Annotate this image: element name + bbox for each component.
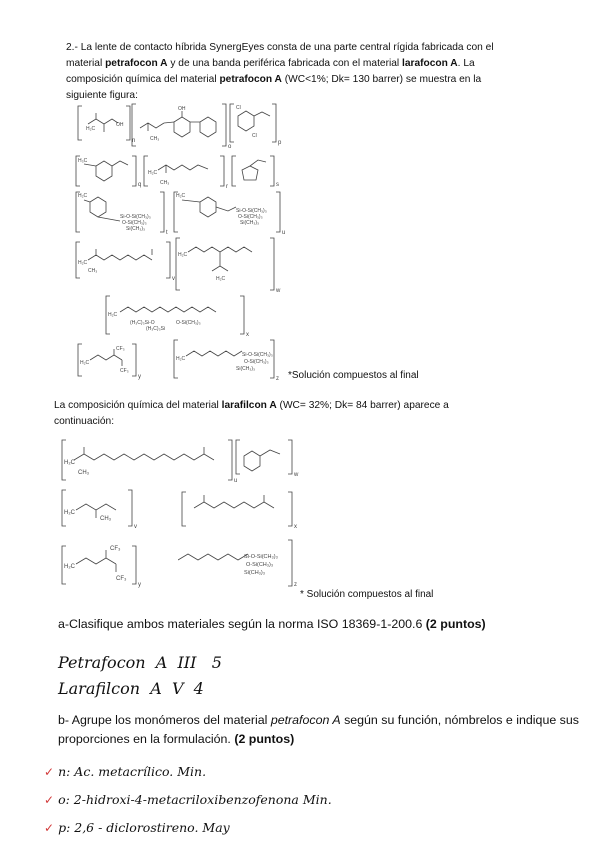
svg-text:OH: OH (178, 106, 186, 112)
svg-text:Si-O-Si(CH₃)₃: Si-O-Si(CH₃)₃ (120, 214, 151, 220)
monomer-u (174, 192, 285, 236)
sub-w: w (276, 288, 281, 294)
svg-text:H₂C: H₂C (216, 276, 226, 282)
svg-text:CF₃: CF₃ (116, 576, 127, 582)
svg-text:Si-O-Si(CH₃)₃: Si-O-Si(CH₃)₃ (242, 352, 273, 358)
larafilcon-monomer-z (178, 540, 297, 588)
svg-text:H₂C: H₂C (78, 193, 88, 199)
monomer-w (176, 238, 281, 294)
question-a: a-Clasifique ambos materiales según la norma ISO 18369-1-200.6 (2 puntos) (58, 617, 486, 631)
svg-text:CH₃: CH₃ (88, 268, 98, 274)
answer-b-line-1: ✓ n: Ac. metacrílico. Min. (44, 764, 207, 779)
figure-2-note: * Solución compuestos al final (300, 589, 434, 600)
figure-1-note: *Solución compuestos al final (288, 370, 419, 381)
svg-text:(H₃C)₃Si: (H₃C)₃Si (146, 326, 166, 332)
monomer-x (106, 296, 249, 338)
larafilcon-monomer-x (182, 492, 297, 530)
answer-b (44, 758, 332, 842)
question-b-line-1: b- Agrupe los monómeros del material petrafocon A según su función, nómbrelos e indique sus (58, 713, 579, 727)
larafilcon-structures-figure-right (178, 436, 308, 596)
svg-text:O-Si(CH₃)₃: O-Si(CH₃)₃ (244, 359, 269, 365)
larafilcon-monomer-v (62, 490, 137, 530)
sub-s: s (276, 182, 279, 188)
svg-text:O-Si(CH₃)₃: O-Si(CH₃)₃ (122, 220, 147, 226)
monomer-o (132, 104, 232, 150)
svg-text:H₃C: H₃C (78, 158, 88, 164)
answer-a (58, 650, 222, 702)
svg-text:H₂C: H₂C (64, 564, 75, 570)
petrafocon-structures-figure (70, 100, 470, 385)
svg-text:Si-O-Si(CH₃)₃: Si-O-Si(CH₃)₃ (236, 208, 267, 214)
svg-text:O-Si(CH₃)₃: O-Si(CH₃)₃ (238, 214, 263, 220)
larafilcon-monomer-y (62, 546, 141, 588)
svg-text:H₂C: H₂C (148, 170, 158, 176)
svg-text:H₂C: H₂C (80, 360, 90, 366)
sub-r: r (226, 184, 228, 190)
sub-y: y (138, 374, 141, 380)
svg-text:Cl: Cl (236, 105, 241, 111)
svg-text:CH₃: CH₃ (78, 470, 90, 476)
larafilcon-monomer-w (236, 440, 299, 478)
lara-sub-y: y (138, 582, 141, 588)
monomer-t (76, 192, 168, 236)
monomer-s (232, 156, 279, 188)
intro-line-2: material petrafocon A y de una banda periférica fabricada con el material larafocon A. La (66, 58, 475, 69)
svg-text:H₂C: H₂C (78, 260, 88, 266)
svg-text:H₂C: H₂C (64, 510, 75, 516)
question-b-line-2: proporciones en la formulación. (2 puntos) (58, 732, 295, 746)
sub-z: z (276, 376, 279, 382)
svg-text:CH₃: CH₃ (150, 136, 160, 142)
svg-text:H₂C: H₂C (108, 312, 118, 318)
svg-text:CF₃: CF₃ (120, 368, 129, 374)
lara-sub-z: z (294, 582, 297, 588)
monomer-z (174, 340, 279, 382)
question-2-intro (66, 40, 536, 104)
svg-text:CF₃: CF₃ (110, 546, 121, 552)
sub-v: v (172, 276, 175, 282)
answer-b-line-2: ✓ o: 2-hidroxi-4-metacriloxibenzofenona Min. (44, 792, 332, 807)
check-icon: ✓ (44, 765, 55, 779)
svg-text:H₂C: H₂C (178, 252, 188, 258)
svg-text:Si(CH₃)₃: Si(CH₃)₃ (236, 366, 256, 372)
svg-text:CH₃: CH₃ (100, 516, 112, 522)
svg-text:CH₃: CH₃ (160, 180, 170, 186)
svg-text:O-Si(CH₃)₃: O-Si(CH₃)₃ (246, 562, 274, 568)
lara-sub-v: v (134, 524, 137, 530)
sub-u: u (282, 230, 286, 236)
sub-x: x (246, 332, 249, 338)
lara-sub-x: x (294, 524, 297, 530)
svg-text:Si-O-Si(CH₃)₃: Si-O-Si(CH₃)₃ (244, 554, 278, 560)
answer-b-line-3: ✓ p: 2,6 - diclorostireno. May (44, 820, 230, 835)
sub-n: n (132, 138, 136, 144)
intro-line-3: composición química del material petrafocon A (WC<1%; Dk= 130 barrer) se muestra en la (66, 74, 482, 85)
answer-a-line-2: Larafilcon A V 4 (58, 679, 204, 698)
sub-p: p (278, 140, 282, 146)
monomer-y (78, 344, 141, 380)
svg-text:Si(CH₃)₃: Si(CH₃)₃ (126, 226, 146, 232)
svg-text:OH: OH (116, 122, 124, 128)
intro-line-4: siguiente figura: (66, 90, 138, 101)
larafilcon-intro (54, 398, 494, 430)
svg-text:H₂C: H₂C (176, 193, 186, 199)
larafilcon-line-1: La composición química del material larafilcon A (WC= 32%; Dk= 84 barrer) aparece a (54, 400, 449, 411)
check-icon: ✓ (44, 793, 55, 807)
check-icon: ✓ (44, 821, 55, 835)
svg-text:Si(CH₃)₃: Si(CH₃)₃ (244, 570, 265, 576)
monomer-q (76, 156, 141, 188)
svg-text:Si(CH₃)₃: Si(CH₃)₃ (240, 220, 260, 226)
answer-a-line-1: Petrafocon A III 5 (58, 653, 222, 672)
sub-o: o (228, 144, 232, 150)
sub-t: t (166, 230, 168, 236)
monomer-v (76, 242, 175, 282)
svg-text:H₂C: H₂C (64, 460, 75, 466)
sub-q: q (138, 182, 142, 188)
lara-sub-u: u (234, 478, 238, 484)
monomer-n (78, 106, 135, 144)
intro-line-1: 2.- La lente de contacto híbrida SynergEyes consta de una parte central rígida fabricada con el (66, 42, 494, 53)
monomer-p (230, 104, 282, 146)
svg-text:H₂C: H₂C (86, 126, 96, 132)
lara-sub-w: w (294, 472, 299, 478)
svg-text:(H₃C)₃Si-O: (H₃C)₃Si-O (130, 320, 155, 326)
svg-text:Cl: Cl (252, 133, 257, 139)
monomer-r (144, 156, 228, 190)
larafilcon-line-2: continuación: (54, 416, 115, 427)
question-b (58, 711, 593, 749)
svg-text:H₂C: H₂C (176, 356, 186, 362)
svg-text:O-Si(CH₃)₃: O-Si(CH₃)₃ (176, 320, 201, 326)
svg-text:CF₃: CF₃ (116, 346, 125, 352)
